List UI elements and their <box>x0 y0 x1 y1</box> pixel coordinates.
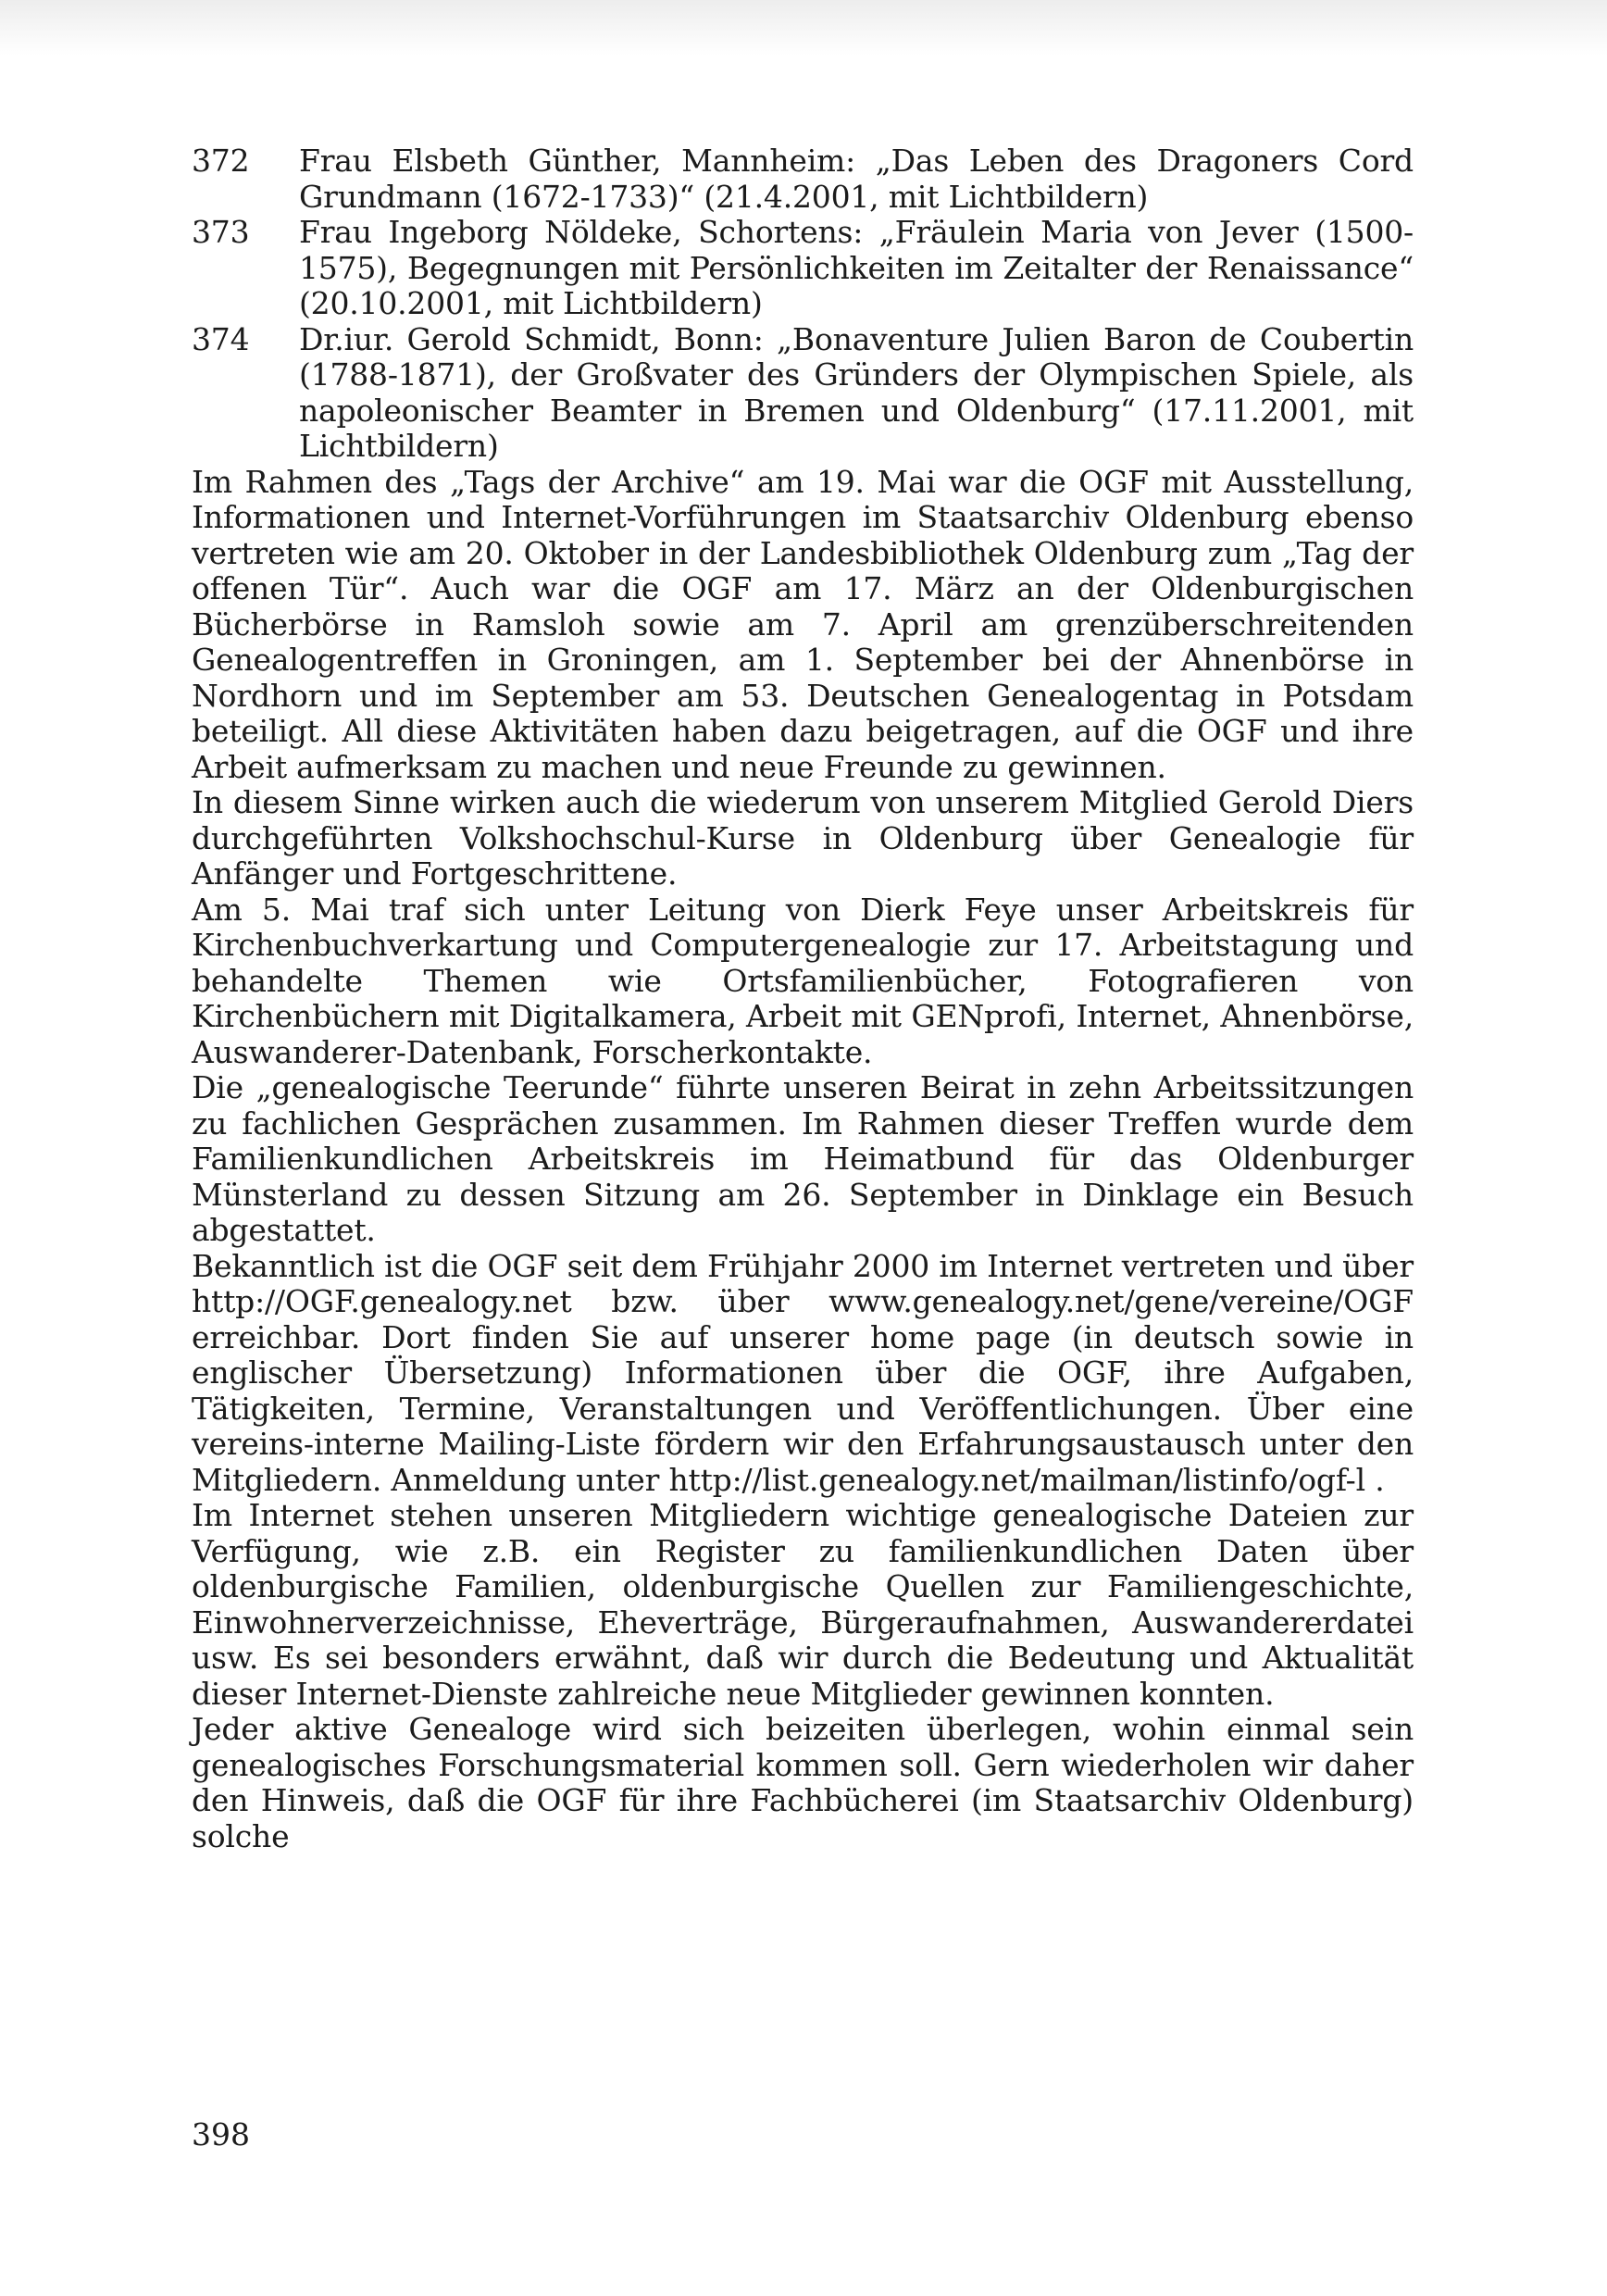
lecture-entry-374 <box>192 322 1414 465</box>
entry-number: 373 <box>192 214 250 250</box>
entry-number: 372 <box>192 143 250 179</box>
paragraph-teerunde: Die „genealogische Teerunde“ führte unseren Beirat in zehn Arbeitssitzungen zu fachlichen Gesprächen zusammen. Im Rahmen dieser Treffen wurde dem Familienkundlichen Arbeitskreis im Heimatbund für das Oldenburger Münsterland zu dessen Sitzung am 26. September in Dinklage ein Besuch abgestattet. <box>192 1069 1414 1248</box>
scan-top-shadow <box>0 0 1607 56</box>
paragraph-working-group: Am 5. Mai traf sich unter Leitung von Dierk Feye unser Arbeitskreis für Kirchenbuchverkartung und Computergenealogie zur 17. Arbeitstagung und behandelte Themen wie Ortsfamilienbücher, Fotografieren von Kirchenbüchern mit Digitalkamera, Arbeit mit GENprofi, Internet, Ahnenbörse, Auswanderer-Datenbank, Forscherkontakte. <box>192 891 1414 1070</box>
lecture-entry-372 <box>192 144 1414 215</box>
paragraph-vhs-courses: In diesem Sinne wirken auch die wiederum von unserem Mitglied Gerold Diers durchgeführten Volkshochschul-Kurse in Oldenburg über Genealogie für Anfänger und Fortgeschrittene. <box>192 784 1414 892</box>
paragraph-internet-files: Im Internet stehen unseren Mitgliedern wichtige genealogische Dateien zur Verfügung, wie z.B. ein Register zu familienkundlichen Daten über oldenburgische Familien, oldenburgische Quellen zur Familiengeschichte, Einwohnerverzeichnisse, Eheverträge, Bürgeraufnahmen, Auswandererdatei usw. Es sei besonders erwähnt, daß wir durch die Bedeutung und Aktualität dieser Internet-Dienste zahlreiche neue Mitglieder gewinnen konnten. <box>192 1497 1414 1712</box>
paragraph-internet-presence: Bekanntlich ist die OGF seit dem Frühjahr 2000 im Internet vertreten und über http://OGF.genealogy.net bzw. über www.genealogy.net/gene/vereine/OGF erreichbar. Dort finden Sie auf unserer home page (in deutsch sowie in englischer Übersetzung) Informationen über die OGF, ihre Aufgaben, Tätigkeiten, Termine, Veranstaltungen und Veröffentlichungen. Über eine vereins-interne Mailing-Liste fördern wir den Erfahrungsaustausch unter den Mitgliedern. Anmeldung unter http://list.genealogy.net/mailman/listinfo/ogf-l . <box>192 1247 1414 1498</box>
lecture-entry-373 <box>192 215 1414 322</box>
entry-text: Dr.iur. Gerold Schmidt, Bonn: „Bonaventure Julien Baron de Coubertin (1788-1871), der Großvater des Gründers der Olympischen Spiele, als napoleonischer Beamter in Bremen und Oldenburg“ (17.11.2001, mit Lichtbildern) <box>299 320 1414 464</box>
page-body <box>192 144 1414 1854</box>
paragraph-archive-days: Im Rahmen des „Tags der Archive“ am 19. Mai war die OGF mit Ausstellung, Informationen und Internet-Vorführungen im Staatsarchiv Oldenburg ebenso vertreten wie am 20. Oktober in der Landesbibliothek Oldenburg zum „Tag der offenen Tür“. Auch war die OGF am 17. März an der Oldenburgischen Bücherbörse in Ramsloh sowie am 7. April am grenzüberschreitenden Genealogentreffen in Groningen, am 1. September bei der Ahnenbörse in Nordhorn und im September am 53. Deutschen Genealogentag in Potsdam beteiligt. All diese Aktivitäten haben dazu beigetragen, auf die OGF und ihre Arbeit aufmerksam zu machen und neue Freunde zu gewinnen. <box>192 463 1414 785</box>
entry-text: Frau Elsbeth Günther, Mannheim: „Das Leben des Dragoners Cord Grundmann (1672-1733)“ (21.4.2001, mit Lichtbildern) <box>299 143 1414 215</box>
entry-text: Frau Ingeborg Nöldeke, Schortens: „Fräulein Maria von Jever (1500-1575), Begegnungen mit Persönlichkeiten im Zeitalter der Renaissance“ (20.10.2001, mit Lichtbildern) <box>299 214 1414 321</box>
page-number: 398 <box>192 2116 250 2152</box>
paragraph-research-material: Jeder aktive Genealoge wird sich beizeiten überlegen, wohin einmal sein genealogisches Forschungsmaterial kommen soll. Gern wiederholen wir daher den Hinweis, daß die OGF für ihre Fachbücherei (im Staatsarchiv Oldenburg) solche <box>192 1711 1414 1854</box>
entry-number: 374 <box>192 320 250 357</box>
